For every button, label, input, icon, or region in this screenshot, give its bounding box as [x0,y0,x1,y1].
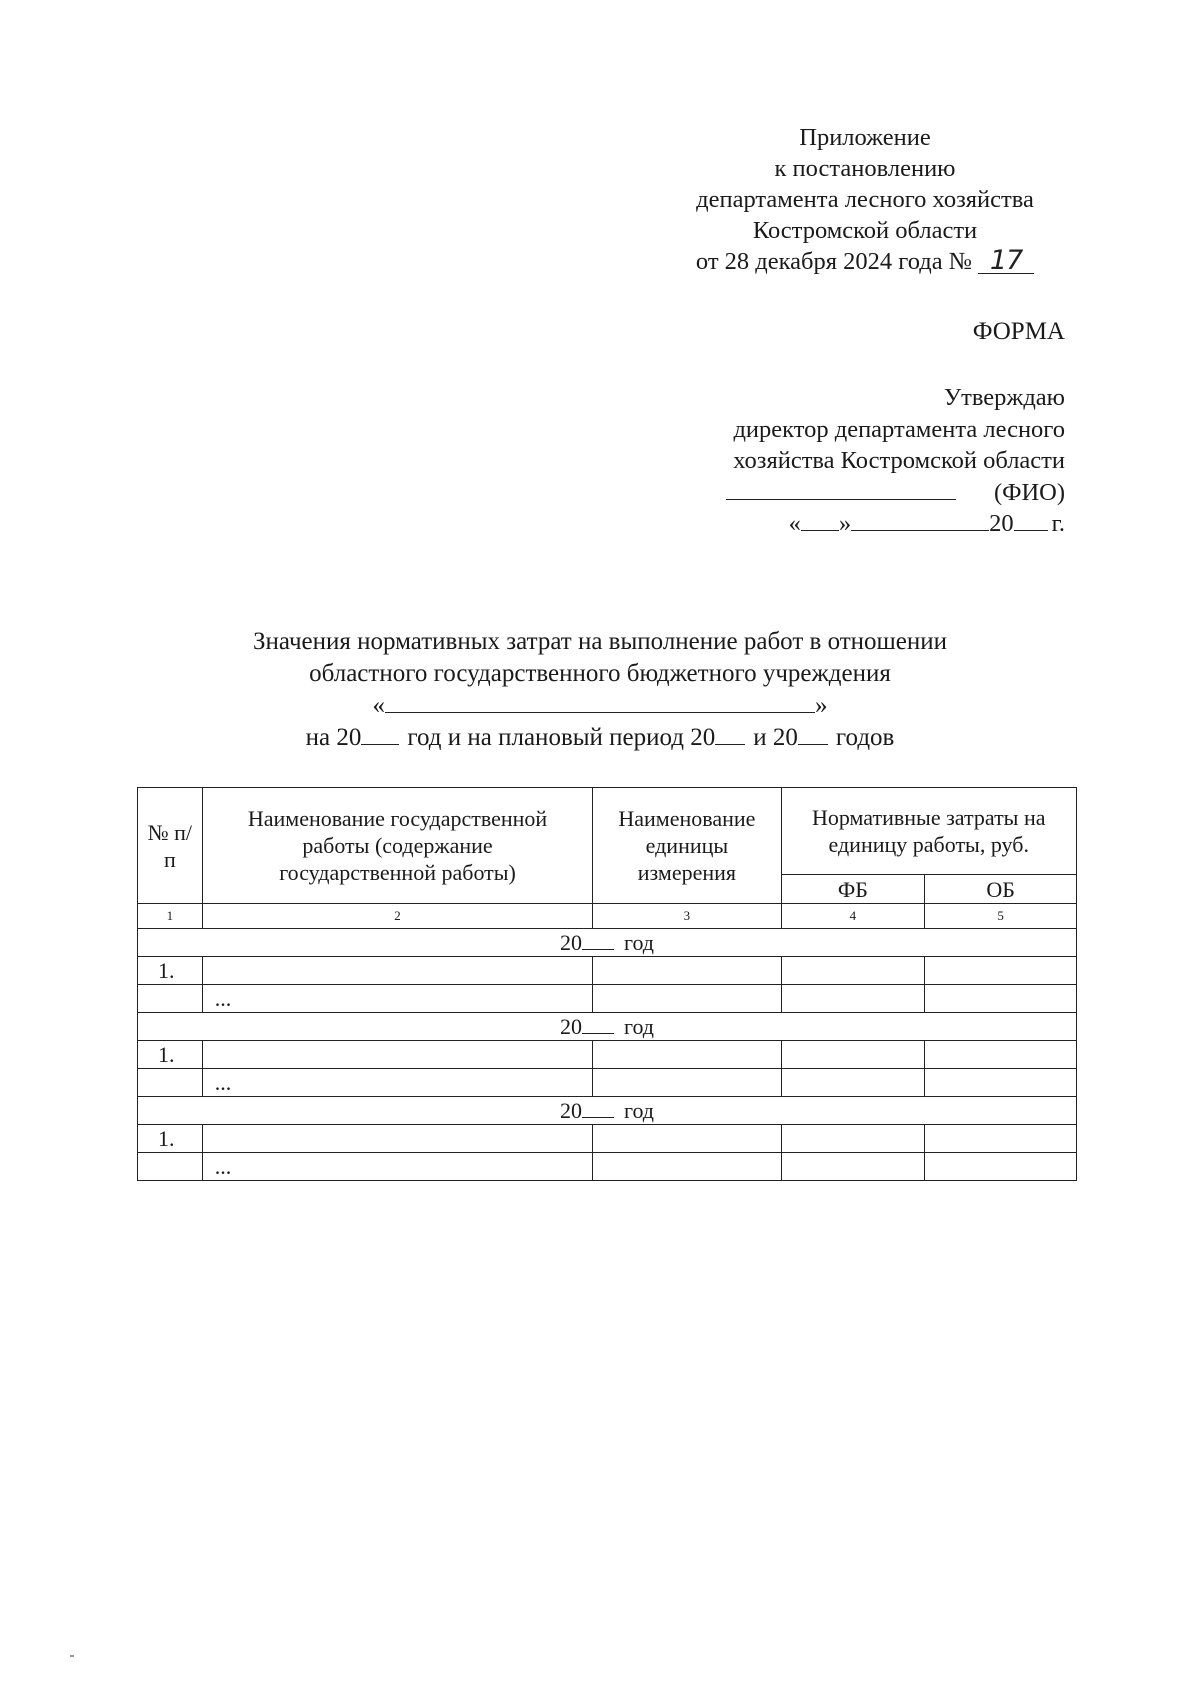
document-title [160,626,1040,754]
year-label [138,1013,1077,1041]
costs-table [137,787,1077,1181]
appendix-block [650,122,1080,277]
period-part-4: годов [835,724,895,751]
appendix-date-text: от 28 декабря 2024 года № [695,248,973,275]
year-prefix: 20 [559,1013,582,1039]
year-suffix: год [623,1013,655,1039]
table-cell [138,1069,203,1097]
header-unit: Наименование единицы измерения [593,788,781,904]
title-period-line [160,722,1040,754]
approval-line-2: директор департамента лесного [733,415,1065,443]
table-cell [202,1041,593,1069]
column-number: 3 [593,904,781,929]
signature-blank [726,477,956,500]
table-cell [593,1125,781,1153]
table-cell [593,1153,781,1181]
table-cell [781,957,925,985]
approval-signature-line [645,477,1065,509]
table-cell [925,957,1077,985]
appendix-title: Приложение [799,124,931,151]
year-row [138,929,1077,957]
header-row-number: № п/п [138,788,203,904]
handwritten-number: 17 [978,249,1034,274]
period-blank-3 [798,722,828,745]
year-blank [582,1099,614,1118]
table-cell [781,1153,925,1181]
approval-title: Утверждаю [943,384,1065,411]
row-dots: ... [202,985,593,1013]
table-cell [781,1125,925,1153]
date-quote-close: » [838,510,852,537]
period-blank-1 [361,722,399,745]
forma-label: ФОРМА [972,318,1065,345]
table-cell [925,1041,1077,1069]
table-cell [781,1041,925,1069]
year-prefix: 20 [559,929,582,955]
appendix-date-line [650,246,1080,277]
period-part-3: и 20 [753,724,798,751]
fio-label: (ФИО) [993,478,1065,506]
approval-line-3: хозяйства Костромской области [733,447,1065,474]
institution-blank [385,690,815,713]
column-number: 2 [202,904,593,929]
table-cell [202,1125,593,1153]
table-cell [138,985,203,1013]
table-row [138,985,1077,1013]
header-costs: Нормативные затраты на единицу работы, руб. [781,788,1077,875]
table-row [138,957,1077,985]
scan-speck [70,1655,74,1657]
table-cell [925,985,1077,1013]
table-cell [781,1069,925,1097]
table-row [138,1069,1077,1097]
year-label [138,929,1077,957]
period-part-2: год и на плановый период 20 [407,724,716,751]
table-cell [593,957,781,985]
table-cell [925,1069,1077,1097]
appendix-line-3: департамента лесного хозяйства [696,186,1034,213]
table-cell [593,1041,781,1069]
header-fb: ФБ [781,875,925,904]
year-prefix: 20 [559,1097,582,1123]
table-cell [138,1153,203,1181]
table-cell [781,985,925,1013]
month-blank [851,508,989,531]
year-blank [582,1015,614,1034]
table-row [138,1125,1077,1153]
title-quote-close: » [815,692,828,719]
table-row [138,1153,1077,1181]
approval-date-line [645,508,1065,540]
table-cell [593,1069,781,1097]
year-prefix: 20 [989,510,1014,537]
table-cell [925,1153,1077,1181]
year-row [138,1097,1077,1125]
title-line-2: областного государственного бюджетного учреждения [309,660,891,687]
title-quote-open: « [372,692,385,719]
appendix-line-4: Костромской области [752,217,978,244]
row-dots: ... [202,1153,593,1181]
year-suffix: год [623,1097,655,1123]
period-part-1: на 20 [305,724,362,751]
approval-block [645,382,1065,540]
table-row [138,1041,1077,1069]
year-blank [582,931,614,950]
column-number: 1 [138,904,203,929]
year-suffix: год [623,929,655,955]
column-number: 4 [781,904,925,929]
table-cell [925,1125,1077,1153]
row-number: 1. [138,1125,203,1153]
title-institution-line [160,690,1040,722]
column-numbers-row [138,904,1077,929]
row-number: 1. [138,1041,203,1069]
column-number: 5 [925,904,1077,929]
row-number: 1. [138,957,203,985]
date-quote-open: « [788,510,801,537]
year-row [138,1013,1077,1041]
period-blank-2 [715,722,745,745]
appendix-line-2: к постановлению [774,155,956,182]
day-blank [801,508,839,531]
table-cell [202,957,593,985]
year-label [138,1097,1077,1125]
title-line-1: Значения нормативных затрат на выполнение работ в отношении [252,628,948,655]
year-blank [1014,508,1048,531]
row-dots: ... [202,1069,593,1097]
header-ob: ОБ [925,875,1077,904]
header-work-name: Наименование государственной работы (содержание государственной работы) [202,788,593,904]
year-suffix: г. [1051,510,1065,537]
table-cell [593,985,781,1013]
